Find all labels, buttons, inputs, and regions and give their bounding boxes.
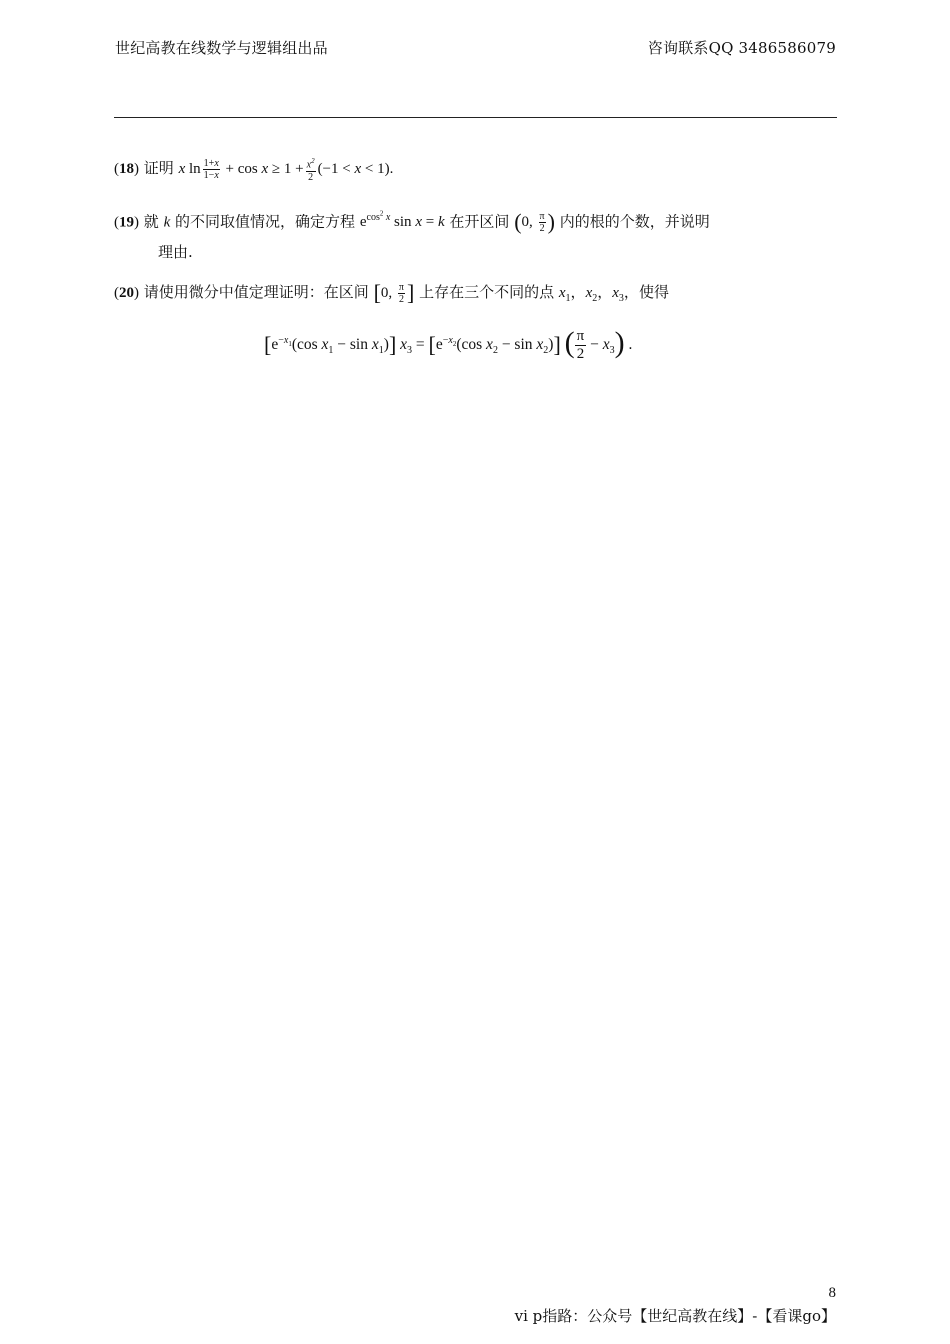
interval-formula: [0, $\frac{\pi}{2}$ ] — [373, 280, 415, 306]
header-left-title: 世纪高教在线数学与逻辑组出品 — [115, 39, 328, 57]
display-equation: [$e^{-x_1}(\cos$ $x_1 - \sin x_1$)] $x_3 = [e^{-x_2}(\cos$ $x_2 - \sin x_2$)] ( $\frac{\pi}{2}$ − $x_3$) . — [264, 326, 633, 362]
problem-number: (18) — [114, 161, 139, 177]
page-number: 8 — [828, 1285, 836, 1301]
header-contact: 咨询联系QQ 3486586079 — [647, 39, 836, 57]
footer-note: vi p指路：公众号【世纪高教在线】-【看课go】 — [514, 1307, 836, 1325]
problem-text: 证明 — [143, 159, 174, 177]
variable-k: k — [163, 214, 171, 231]
problem-20: (20) 请使用微分中值定理证明：在区间 [0, $\frac{\pi}{2}$ ] 上存在三个不同的点 $x_1$，$x_2$，$x_3$，使得 — [114, 280, 669, 306]
problem-number: (20) — [114, 285, 139, 301]
problem-18 — [114, 153, 838, 184]
problem-19: (19) 就 k 的不同取值情况，确定方程 $e^{cos^2 x}$ sin x = k 在开区间 (0, $\frac{\pi}{2}$ ) 内的根的个数，并说明 理由. — [114, 209, 710, 262]
inequality-formula: x ln $\frac{1+x}{1-x}$ + cos x ≥ 1 + $\frac{x^2}{2}$ (−1 < x < 1). — [178, 157, 394, 183]
equation-formula: $e^{cos^2 x}$ sin x = k — [359, 210, 445, 231]
points-list: $x_1$，$x_2$，$x_3$， — [558, 285, 639, 304]
header-rule — [114, 117, 837, 118]
problem-number: (19) — [114, 214, 139, 231]
interval-formula: (0, $\frac{\pi}{2}$ ) — [514, 209, 555, 235]
